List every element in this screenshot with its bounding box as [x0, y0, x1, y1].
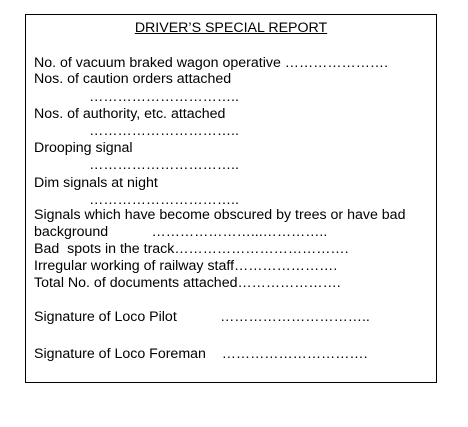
irregular-working-line: Irregular working of railway staff………………….	[34, 258, 338, 274]
drooping-signal-label: Drooping signal	[34, 140, 133, 156]
authority-label: Nos. of authority, etc. attached	[34, 106, 226, 122]
obscured-signals-label: Signals which have become obscured by trees or have bad	[34, 207, 406, 223]
vacuum-braked-wagon-line: No. of vacuum braked wagon operative ………………….	[34, 55, 389, 71]
obscured-signals-background-line: background …………………...…………..	[34, 224, 328, 240]
loco-foreman-signature-line: Signature of Loco Foreman ………………………….	[34, 346, 368, 362]
drooping-signal-dotted-field: …………………………..	[34, 157, 239, 173]
loco-pilot-signature-line: Signature of Loco Pilot …………………………..	[34, 309, 370, 325]
caution-orders-dotted-field: …………………………..	[34, 89, 239, 105]
bad-spots-line: Bad spots in the track……………………………….	[34, 241, 349, 257]
report-title: DRIVER’S SPECIAL REPORT	[134, 20, 328, 36]
total-documents-line: Total No. of documents attached………………….	[34, 275, 341, 291]
dim-signals-dotted-field: …………………………..	[34, 192, 239, 208]
report-form	[25, 14, 437, 383]
authority-dotted-field: …………………………..	[34, 123, 239, 139]
caution-orders-label: Nos. of caution orders attached	[34, 71, 232, 87]
dim-signals-label: Dim signals at night	[34, 175, 158, 191]
